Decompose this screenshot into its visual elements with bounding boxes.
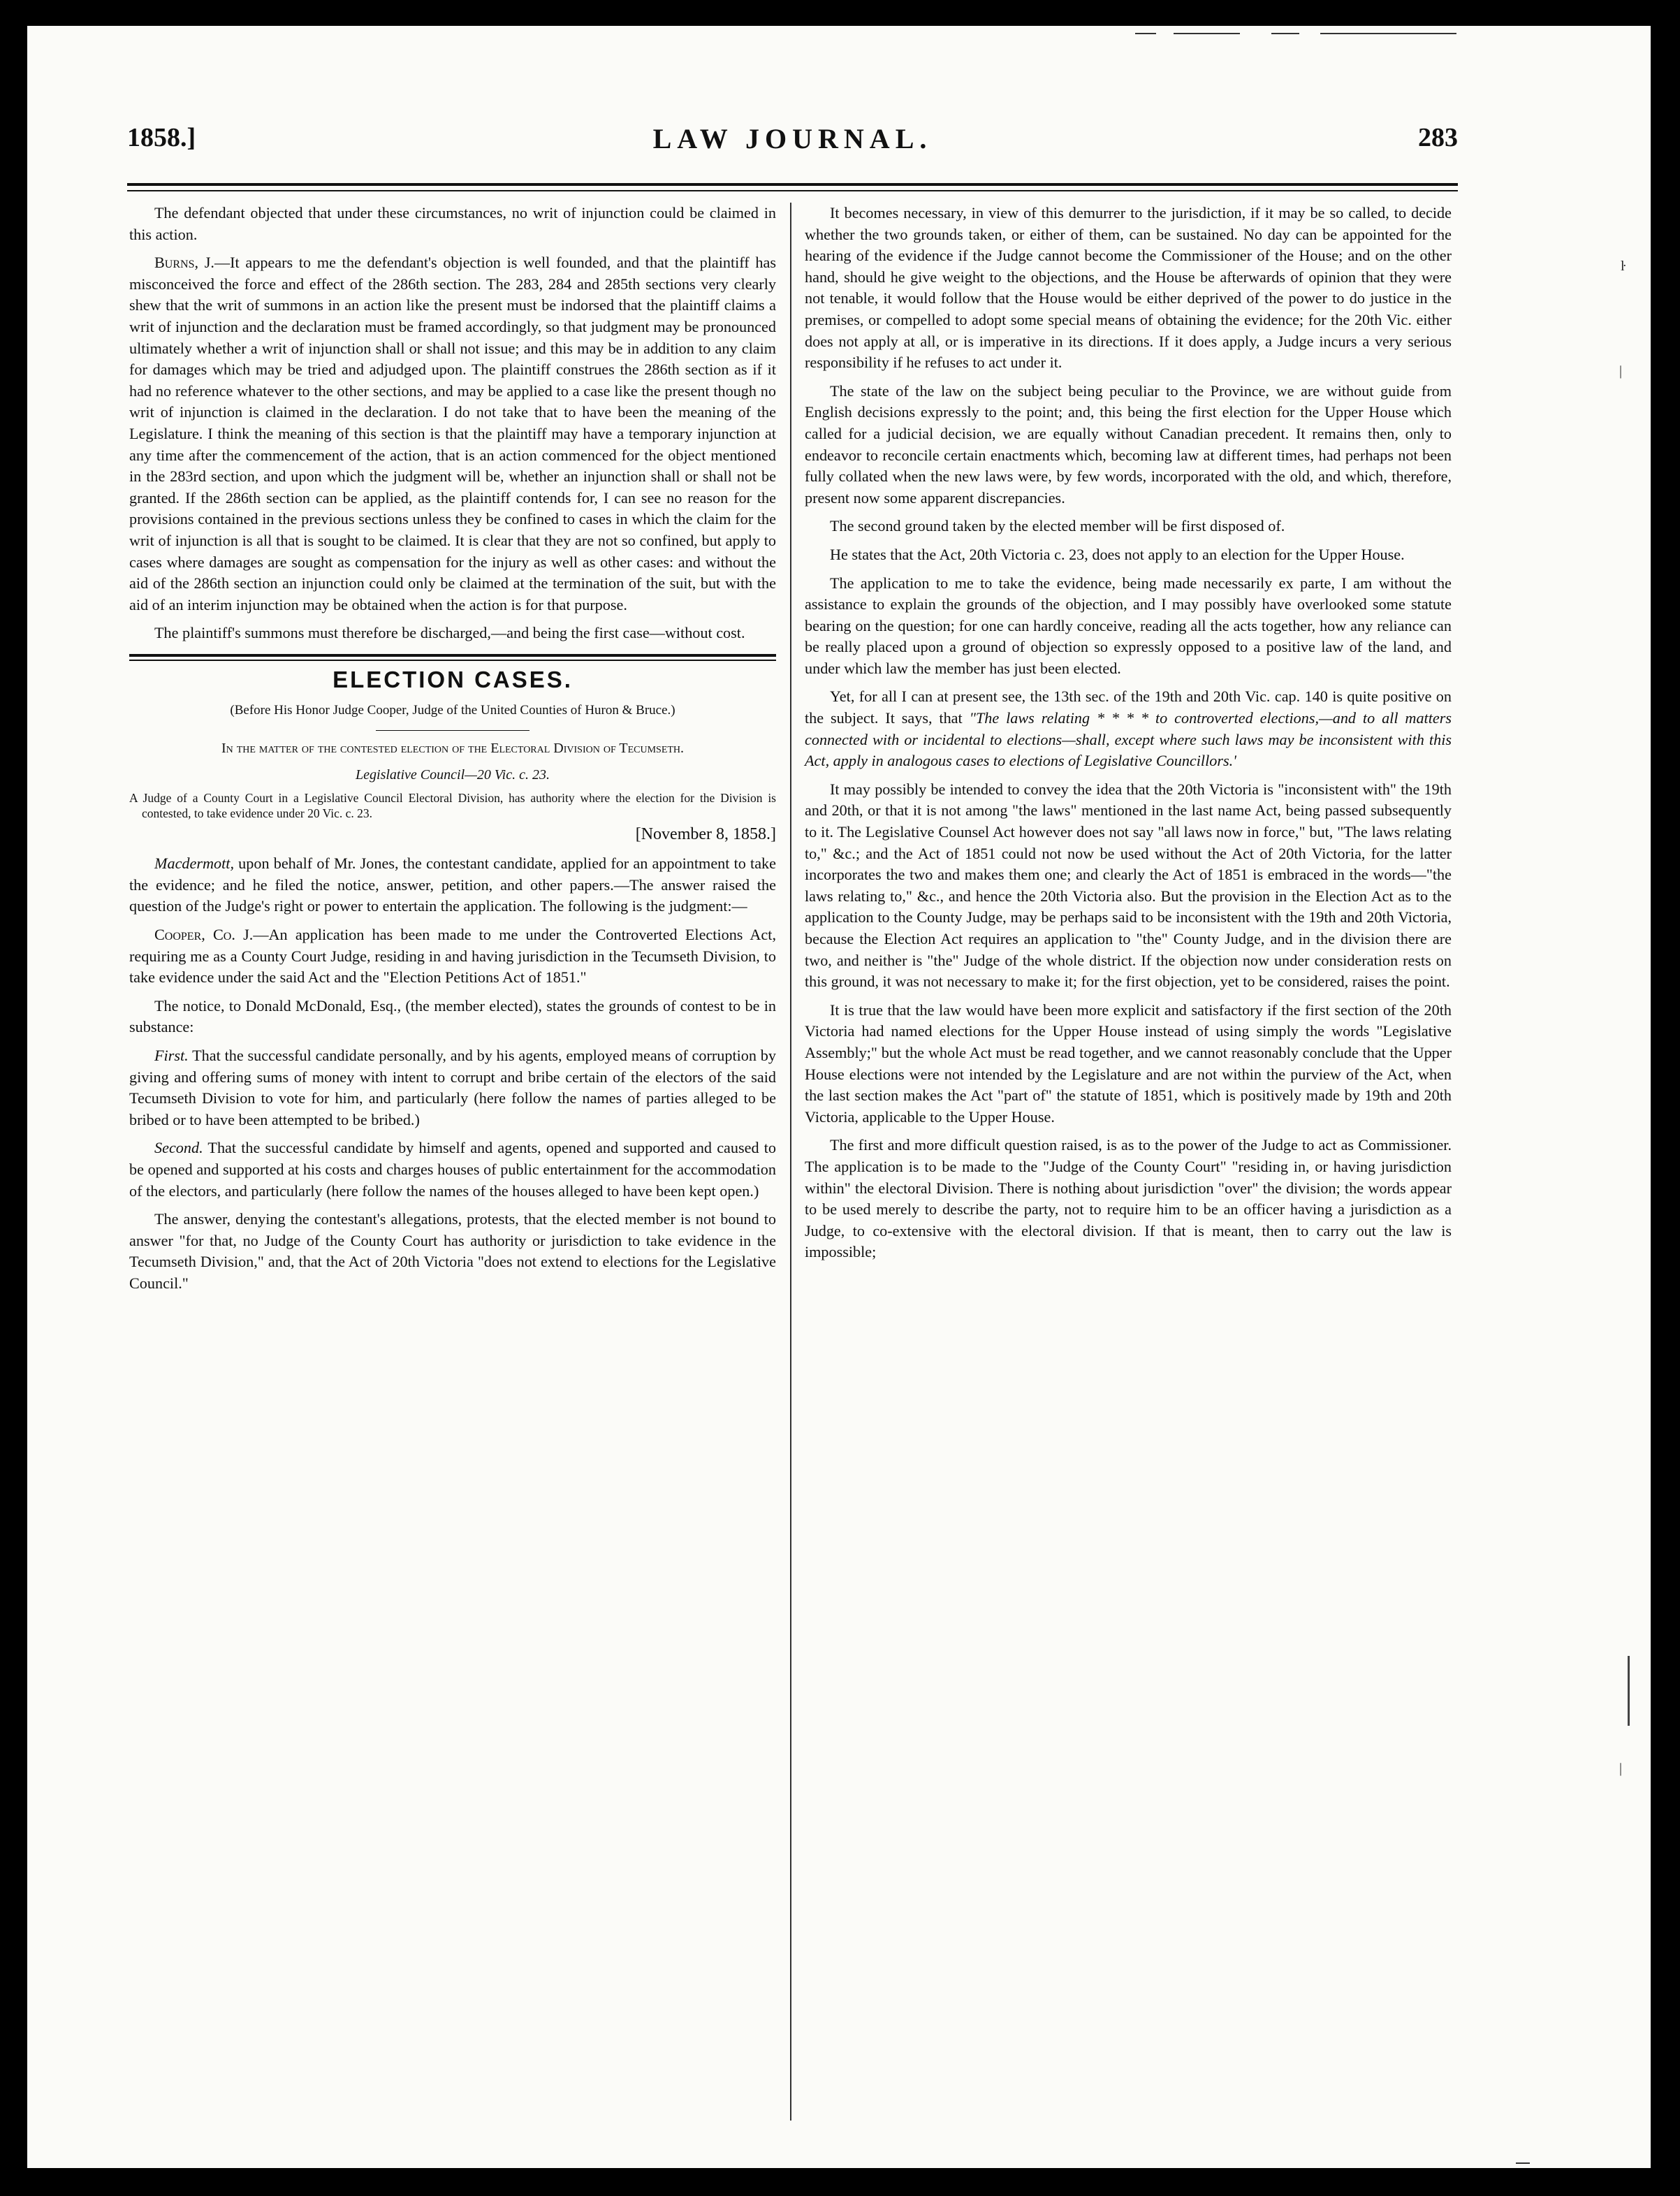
margin-tick-mark: | xyxy=(1619,1761,1623,1776)
case-date: [November 8, 1858.] xyxy=(635,824,776,843)
paragraph: It becomes necessary, in view of this demurrer to the jurisdiction, if it may be so called, to decide whether the two grounds taken, or either of them, can be sustained. No day can be appointed for the hearing of the evidence if the Judge cannot become the Commissioner of the House; and on the other hand, should he give weight to the objections, and the House be afterwards of opinion that they were not tenable, it would follow that the House would be either deprived of the power to do justice in the premises, or compelled to adopt some special means of obtaining the evidence; for the 20th Vic. either does not apply at all, or is imperative in its directions. If it does apply, a Judge incurs a very serious responsibility if he refuses to act under it. xyxy=(805,204,1452,372)
right-column xyxy=(805,203,1452,1270)
paragraph: First. That the successful candidate personally, and by his agents, employed means of corruption by giving and offering sums of money with intent to corrupt and bribe certain of the electors of the said Tecumseth Division to vote for him, and particularly (here follow the names of parties alleged to be bribed or to have been attempted to be bribed.) xyxy=(129,1047,776,1128)
paragraph: The state of the law on the subject being peculiar to the Province, we are without guide from English decisions expressly to the point; and, this being the first election for the Upper House which called for a judicial decision, we are equally without Canadian precedent. It remains then, only to endeavor to reconcile certain enactments which, becoming law at different times, had perhaps not been fully collated when the new laws were, by few words, incorporated with the old, and which, therefore, present now some apparent discrepancies. xyxy=(805,381,1452,507)
paragraph: He states that the Act, 20th Victoria c. 23, does not apply to an election for the Upper House. xyxy=(830,545,1405,563)
margin-tick-mark: ŀ xyxy=(1621,259,1626,274)
scan-artifact-line xyxy=(1135,33,1156,34)
paragraph: The first and more difficult question raised, is as to the power of the Judge to act as Commissioner. The application is to be made to the "Judge of the County Court" "residing in, or having jurisdiction within" the electoral Division. There is nothing about jurisdiction "over" the division; the words appear to be used merely to describe the party, not to require him to be an officer having a jurisdiction as a Judge, to co-extensive with the electoral division. If that is meant, then to carry out the law is impossible; xyxy=(805,1136,1452,1261)
margin-tick-mark: | xyxy=(1619,363,1623,379)
header-rule-thin xyxy=(127,190,1458,191)
paragraph: The second ground taken by the elected member will be first disposed of. xyxy=(830,517,1285,535)
scan-artifact-line xyxy=(1174,33,1240,34)
scan-artifact-line xyxy=(1516,2162,1530,2164)
paragraph: Macdermott, upon behalf of Mr. Jones, the contestant candidate, applied for an appointment to take the evidence; and he filed the notice, answer, petition, and other papers.—The answer raised the question of the Judge's right or power to entertain the application. The following is the judgment:— xyxy=(129,855,776,915)
scan-artifact-line xyxy=(1271,33,1299,34)
section-rule xyxy=(129,654,776,661)
header-year: 1858.] xyxy=(127,123,196,152)
paragraph: The answer, denying the contestant's allegations, protests, that the elected member is not bound to answer "for that, no Judge of the County Court has authority or jurisdiction to take evidence in the Tecumseth Division," and, that the Act of 20th Victoria "does not extend to elections for the Legislative Council." xyxy=(129,1210,776,1292)
divider xyxy=(376,730,529,731)
paragraph: It is true that the law would have been more explicit and satisfactory if the first section of the 20th Victoria had named elections for the Upper House instead of using simply the words "Legislative Assembly;" but the whole Act must be read together, and we cannot reasonably conclude that the Upper House elections were not intended by the Legislature and are not within the purview of the Act, when the last section makes the Act "part of" the statute of 1851, which is positively made by 19th and 20th Victoria, applicable to the Upper House. xyxy=(805,1001,1452,1126)
paragraph: It may possibly be intended to convey the idea that the 20th Victoria is "inconsistent with" the 19th and 20th, or that it is not among "the laws" mentioned in the last name Act, being passed subsequently to it. The Legislative Counsel Act however does not say "all laws now in force," but, "The laws relating to," &c.; and the Act of 1851 could not now be used without the Act of 20th Victoria, for the latter incorporates the two and makes them one; and clearly the Act of 1851 is embraced in the words—"the laws relating to," &c., and hence the 20th Victoria also. But the provision in the Election Act as to the application to the County Judge, may be perhaps said to be inconsistent with the 19th and 20th Victoria, because the Election Act requires an application to "the" County Judge, and in the division there are two, and neither is "the" Judge of the whole district. If the objection now under consideration rests on this ground, it was not necessary to make it; for the first objection, yet to be considered, raises the point. xyxy=(805,780,1452,991)
paragraph: The defendant objected that under these circumstances, no writ of injunction could be claimed in this action. xyxy=(129,204,776,243)
paragraph: Cooper, Co. J.—An application has been made to me under the Controverted Elections Act, requiring me as a County Court Judge, residing in and having jurisdiction in the Tecumseth Division, to take evidence under the said Act and the "Election Petitions Act of 1851." xyxy=(129,926,776,987)
page-number: 283 xyxy=(1418,123,1458,152)
journal-title: LAW JOURNAL. xyxy=(652,123,933,154)
page-header xyxy=(127,122,1458,171)
headnote: A Judge of a County Court in a Legislative Council Electoral Division, has authority where the election for the Division is contested, to take evidence under 20 Vic. c. 23. xyxy=(129,790,776,820)
paragraph: Second. That the successful candidate by himself and agents, opened and supported and caused to be opened and supported at his costs and charges houses of public entertainment for the accommodation of the electors, and particularly (here follow the names of the houses alleged to have been kept open.) xyxy=(129,1139,776,1200)
paragraph: Yet, for all I can at present see, the 13th sec. of the 19th and 20th Vic. cap. 140 is quite positive on the subject. It says, that "The laws relating * * * * to controverted elections,—and to all matters connected with or incidental to elections—shall, except where such laws may be inconsistent with this Act, apply in analogous cases to elections of Legislative Councillors.' xyxy=(805,688,1452,770)
court-before-line: (Before His Honor Judge Cooper, Judge of the United Counties of Huron & Bruce.) xyxy=(230,703,675,718)
left-column xyxy=(129,203,776,1302)
margin-stroke-mark xyxy=(1628,1656,1630,1726)
case-title: In the matter of the contested election of the Electoral Division of Tecumseth. xyxy=(221,741,685,757)
column-divider xyxy=(790,203,791,2121)
section-heading: ELECTION CASES. xyxy=(333,666,573,692)
statute-subtitle: Legislative Council—20 Vic. c. 23. xyxy=(356,767,550,783)
paragraph: The notice, to Donald McDonald, Esq., (the member elected), states the grounds of contest to be in substance: xyxy=(129,996,776,1036)
paragraph: Burns, J.—It appears to me the defendant's objection is well founded, and that the plaintiff has misconceived the force and effect of the 286th section. The 283, 284 and 285th sections very clearly shew that the writ of summons in an action like the present must be indorsed that the plaintiff claims a writ of injunction and the declaration must be framed accordingly, so that judgment may be pronounced ultimately whether a writ of injunction shall or shall not issue; and this may be in addition to any claim for damages which may be tried and adjudged upon. The plaintiff construes the 286th section as if it had no reference whatever to the other sections, and may be applied to a case like the present though no writ of injunction is claimed in the declaration. I do not take that to have been the meaning of the Legislature. I think the meaning of this section is that the plaintiff may have a temporary injunction at any time after the commencement of the action, that is an action commenced for the object mentioned in the 283rd section, and upon which the judgment will be, whether an injunction shall or shall not be granted. If the 286th section can be applied, as the plaintiff contends for, I can see no reason for the provisions contained in the previous sections unless they be confined to cases in which the claim for the writ of injunction is all that is sought to be claimed. It is clear that they are not so confined, but apply to cases where damages are sought as compensation for the injury as well as other cases: and without the aid of the 286th section an injunction could only be claimed at the termination of the suit, but with the aid of an interim injunction may be obtained when the action is for that purpose. xyxy=(129,254,776,613)
scan-artifact-line xyxy=(1320,33,1456,34)
header-rule-thick xyxy=(127,183,1458,186)
paragraph: The application to me to take the evidence, being made necessarily ex parte, I am without the assistance to explain the grounds of the objection, and I may possibly have overlooked some statute bearing on the question; for one can hardly conceive, reading all the acts together, how any reliance can be really placed upon a ground of objection so expressly opposed to a positive law of the land, and under which law the member has just been elected. xyxy=(805,574,1452,677)
paragraph: The plaintiff's summons must therefore be discharged,—and being the first case—without cost. xyxy=(154,624,745,642)
